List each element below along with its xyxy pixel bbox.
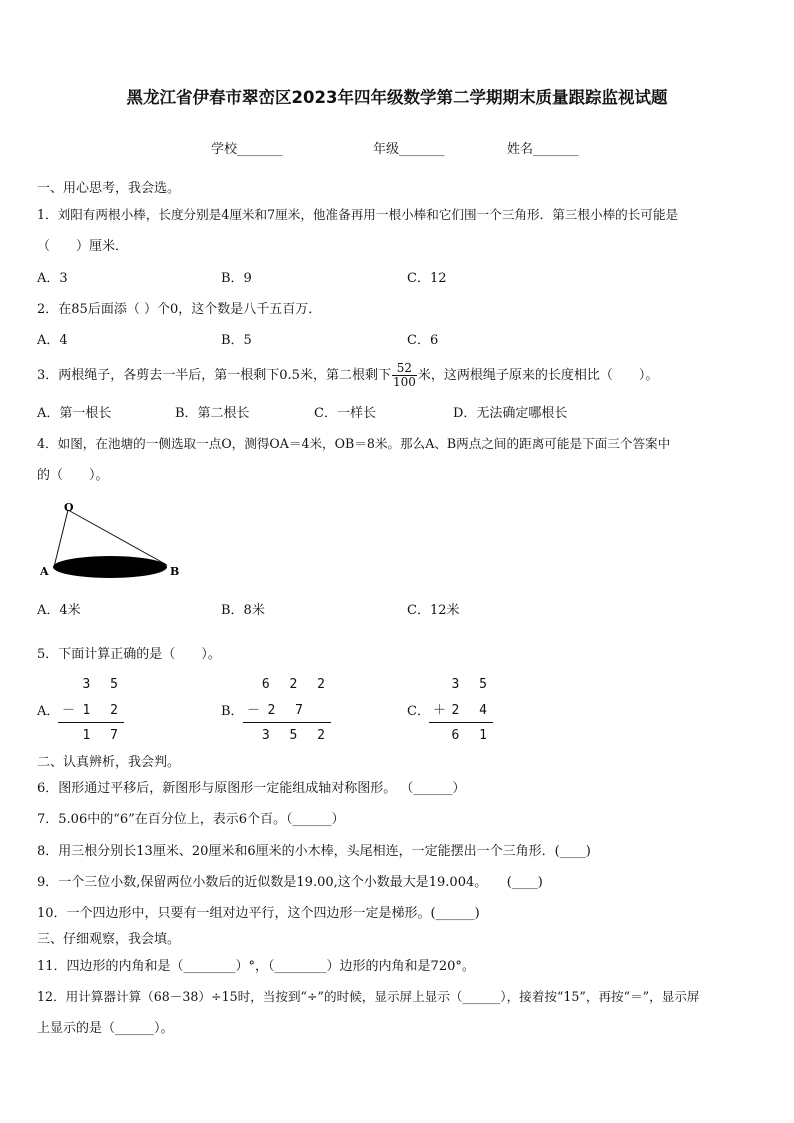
calc-c-operator: ＋: [433, 703, 453, 718]
question-1-option-b: B．9: [221, 271, 252, 286]
question-7: 7．5.06中的“6”在百分位上，表示6个百。（______）: [37, 812, 345, 827]
calc-a-rule: [58, 722, 124, 723]
question-2-option-c: C．6: [407, 333, 439, 348]
question-2-option-b: B．5: [221, 333, 252, 348]
question-3-option-d: D．无法确定哪根长: [453, 406, 568, 421]
question-5: 5．下面计算正确的是（ ）。: [37, 647, 221, 662]
question-10: 10．一个四边形中，只要有一组对边平行，这个四边形一定是梯形。(______): [37, 906, 480, 921]
question-4-line1: 4．如图，在池塘的一侧选取一点O，测得OA＝4米，OB＝8米。那么A、B两点之间的距离可能是下面三个答案中: [37, 436, 671, 451]
question-3-option-c: C．一样长: [314, 406, 376, 421]
calc-b-rule: [243, 722, 331, 723]
fraction-numerator: 52: [392, 362, 417, 376]
calc-a-mid: 1 2: [82, 703, 124, 718]
question-9: 9．一个三位小数,保留两位小数后的近似数是19.00,这个小数最大是19.004。 (____): [37, 875, 543, 890]
vertical-calc-c: [429, 676, 493, 746]
calc-c-result: 6 1: [451, 728, 493, 743]
question-4-option-c: C．12米: [407, 603, 460, 618]
question-1-line2: （ ）厘米．: [37, 239, 129, 254]
question-5-option-b-label: B．: [221, 704, 244, 719]
question-3-after: 米，这两根绳子原来的长度相比（ ）。: [417, 368, 659, 383]
fraction: [392, 362, 417, 388]
school-field: 学校_______: [211, 142, 283, 157]
question-1-line1: 1．刘阳有两根小棒，长度分别是4厘米和7厘米，他准备再用一根小棒和它们围一个三角形．第三根小棒的长可能是: [37, 207, 679, 222]
fraction-denominator: 100: [392, 375, 416, 389]
question-5-option-c-label: C．: [407, 704, 430, 719]
question-6: 6．图形通过平移后，新图形与原图形一定能组成轴对称图形。 （______）: [37, 781, 466, 796]
calc-c-rule: [429, 722, 493, 723]
question-1-option-c: C．12: [407, 271, 447, 286]
question-3-before: 3．两根绳子，各剪去一半后，第一根剩下0.5米，第二根剩下: [37, 368, 391, 383]
grade-field: 年级_______: [373, 142, 445, 157]
calc-c-mid: 2 4: [451, 703, 493, 718]
vertical-calc-b: [243, 676, 331, 746]
question-4-line2: 的（ ）。: [37, 468, 109, 483]
question-12-line2: 上显示的是（______）。: [37, 1021, 174, 1036]
point-o-label: O: [64, 501, 74, 514]
calc-c-top: 3 5: [451, 677, 493, 692]
question-4-option-a: A．4米: [37, 603, 81, 618]
pond-shape: [53, 556, 167, 578]
section-2-heading: 二、认真辨析，我会判。: [37, 755, 181, 770]
question-8: 8．用三根分别长13厘米、20厘米和6厘米的小木棒，头尾相连，一定能摆出一个三角形．(____): [37, 844, 591, 859]
pond-diagram: [30, 495, 190, 585]
question-4-option-b: B．8米: [221, 603, 265, 618]
calc-b-mid: 2 7: [267, 703, 309, 718]
question-3-option-a: A．第一根长: [37, 406, 112, 421]
point-b-label: B: [170, 565, 180, 578]
section-3-heading: 三、仔细观察，我会填。: [37, 932, 181, 947]
calc-a-top: 3 5: [82, 677, 124, 692]
calc-b-top: 6 2 2: [261, 677, 331, 692]
calc-b-result: 3 5 2: [261, 728, 331, 743]
vertical-calc-a: [58, 676, 124, 746]
question-3-option-b: B．第二根长: [175, 406, 250, 421]
point-a-label: A: [40, 565, 49, 578]
question-11: 11．四边形的内角和是（________）°，（________）边形的内角和是720°。: [37, 959, 475, 974]
question-2-option-a: A．4: [37, 333, 68, 348]
calc-b-operator: －: [247, 703, 267, 718]
segment-oa: [54, 510, 68, 567]
question-3: [37, 360, 658, 392]
name-field: 姓名_______: [507, 142, 579, 157]
question-5-option-a-label: A．: [37, 704, 60, 719]
section-1-heading: 一、用心思考，我会选。: [37, 181, 181, 196]
question-2: 2．在85后面添（ ）个0，这个数是八千五百万．: [37, 302, 322, 317]
calc-a-operator: －: [62, 703, 82, 718]
question-1-option-a: A．3: [37, 271, 68, 286]
calc-a-result: 1 7: [82, 728, 124, 743]
page-title: 黑龙江省伊春市翠峦区2023年四年级数学第二学期期末质量跟踪监视试题: [126, 88, 668, 107]
question-12-line1: 12．用计算器计算（68－38）÷15时，当按到“÷”的时候，显示屏上显示（______），接着按“15”，再按“＝”，显示屏: [37, 989, 700, 1004]
